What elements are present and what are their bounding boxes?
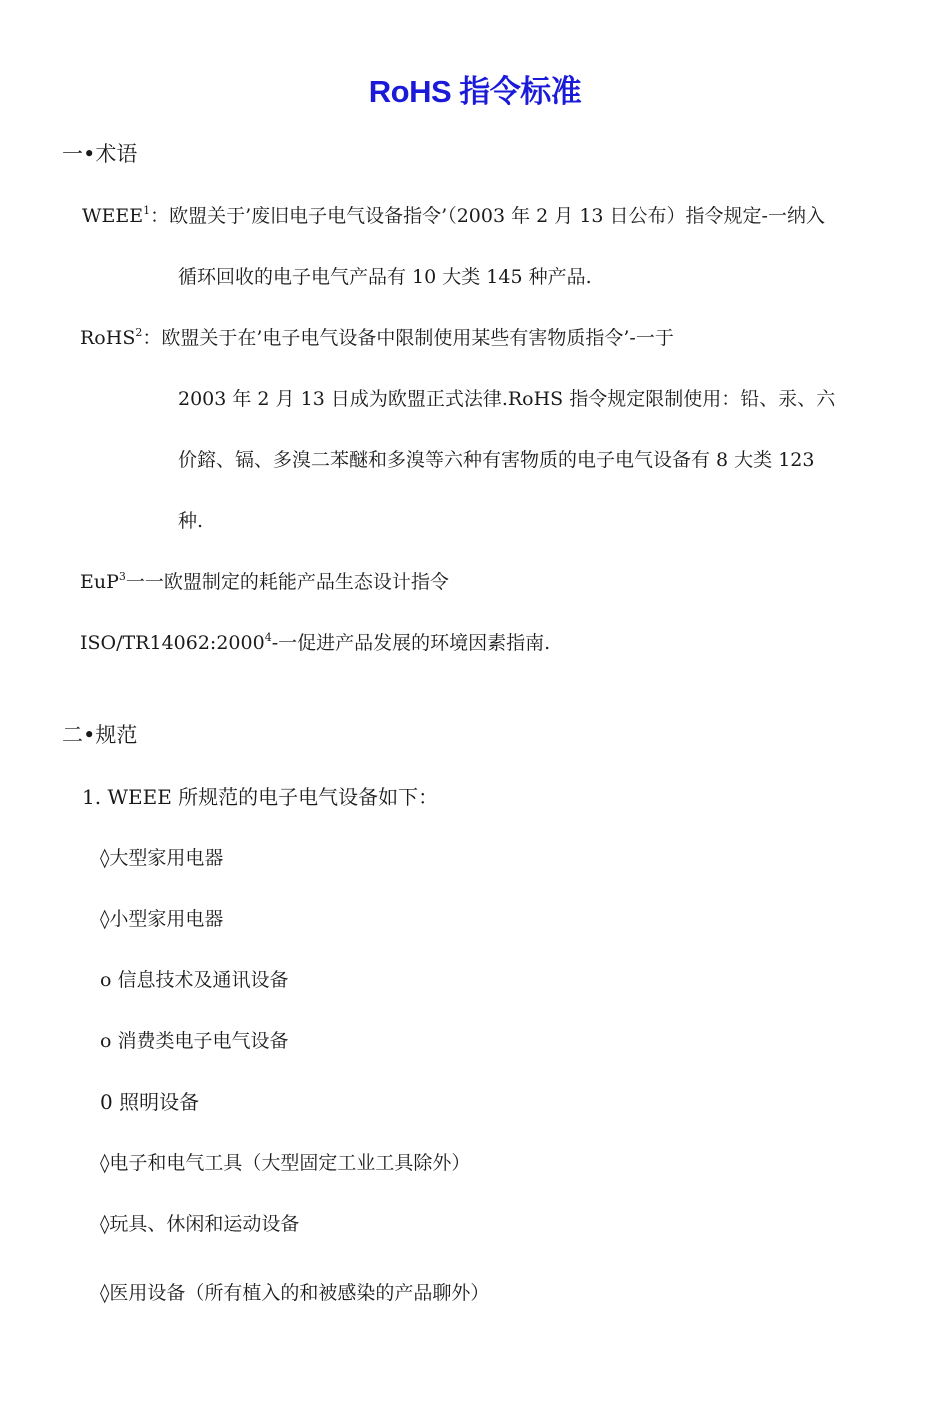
- list-item: ◊小型家用电器: [100, 908, 224, 930]
- document-title: RoHS 指令标准: [368, 74, 582, 109]
- eup-definition: [80, 569, 449, 595]
- footnote-ref-1: 1: [143, 204, 151, 217]
- footnote-ref-4: 4: [264, 631, 272, 644]
- footnote-ref-3: 3: [118, 570, 126, 583]
- weee-scope-item: 1. WEEE 所规范的电子电气设备如下：: [82, 785, 439, 809]
- list-item: o 消费类电子电气设备: [100, 1030, 289, 1052]
- rohs-term: RoHS: [80, 327, 136, 349]
- weee-definition-line2: 循环回收的电子电气产品有 10 大类 145 种产品.: [178, 266, 592, 288]
- rohs-definition-line1: [80, 325, 674, 351]
- footnote-ref-2: 2: [135, 326, 143, 339]
- list-item: ◊电子和电气工具（大型固定工业工具除外）: [100, 1152, 471, 1174]
- eup-text: 一一欧盟制定的耗能产品生态设计指令: [125, 571, 449, 593]
- rohs-text: ：欧盟关于在’电子电气设备中限制使用某些有害物质指令’-一于: [142, 327, 674, 349]
- list-item: o 信息技术及通讯设备: [100, 969, 289, 991]
- rohs-definition-line2: 2003 年 2 月 13 日成为欧盟正式法律.RoHS 指令规定限制使用：铅、汞、六: [178, 388, 836, 410]
- rohs-definition-line4: 种.: [178, 510, 204, 532]
- weee-text: ：欧盟关于’废旧电子电气设备指令’（2003 年 2 月 13 日公布）指令规定-一纳入: [150, 205, 825, 227]
- iso-term: ISO/TR14062:2000: [80, 632, 265, 654]
- section-heading-norms: 二•规范: [62, 723, 138, 747]
- iso-text: -一促进产品发展的环境因素指南.: [271, 632, 551, 654]
- list-item: 0 照明设备: [100, 1090, 200, 1114]
- list-item: ◊大型家用电器: [100, 847, 224, 869]
- section-heading-terms: 一•术语: [62, 142, 138, 166]
- eup-term: EuP: [80, 571, 119, 593]
- list-item: ◊玩具、休闲和运动设备: [100, 1213, 300, 1235]
- weee-definition-line1: [82, 203, 825, 229]
- rohs-definition-line3: 价鎔、镉、多溴二苯醚和多溴等六种有害物质的电子电气设备有 8 大类 123: [178, 449, 815, 471]
- weee-term: WEEE: [82, 205, 144, 227]
- iso-definition: [80, 630, 550, 656]
- list-item: ◊医用设备（所有植入的和被感染的产品聊外）: [100, 1282, 490, 1304]
